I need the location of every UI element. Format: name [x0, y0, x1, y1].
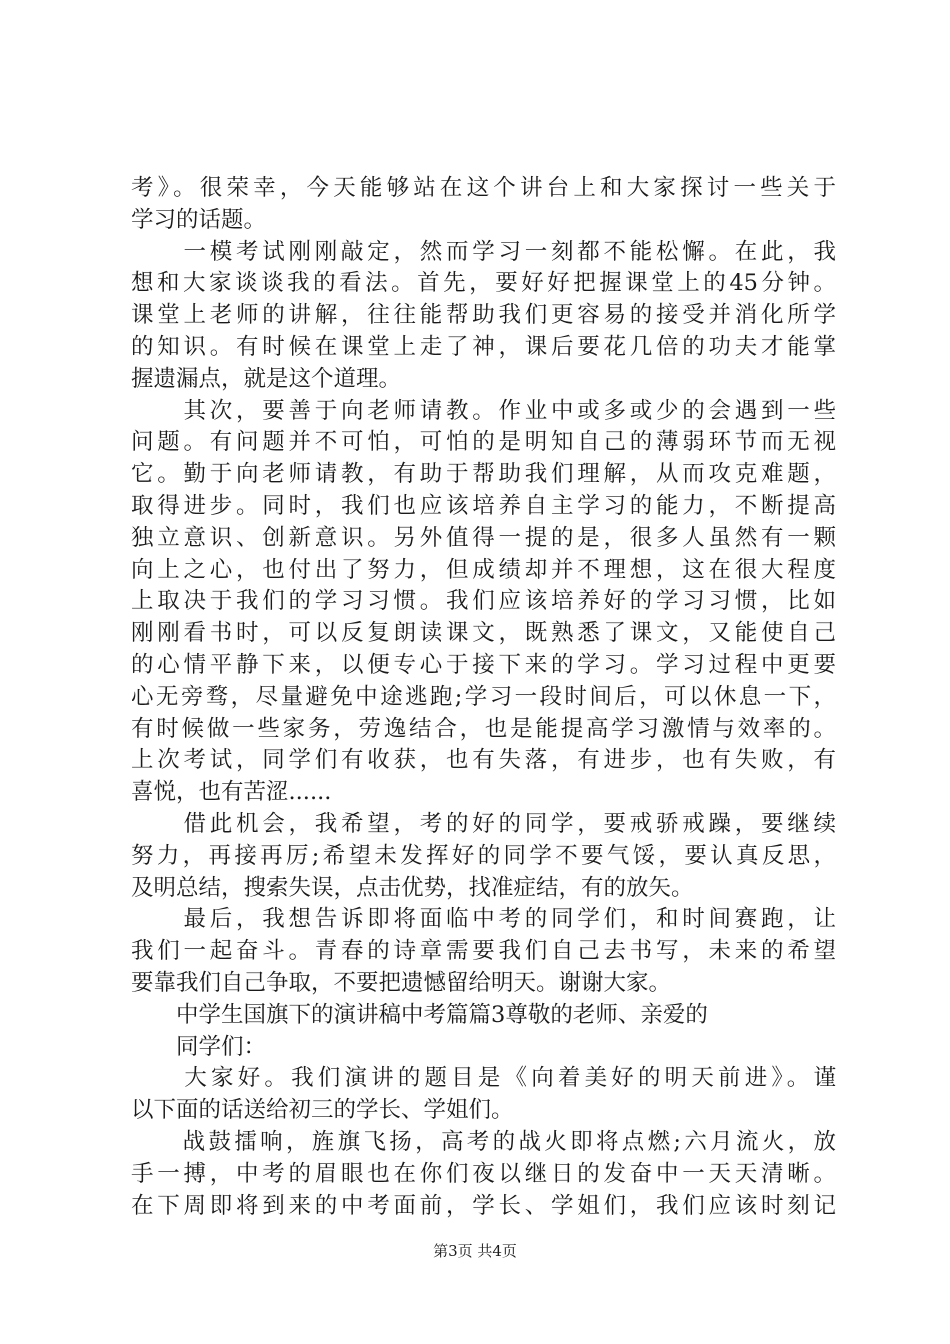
- text-line: 向上之心，也付出了努力，但成绩却并不理想，这在很大程度: [131, 556, 836, 583]
- text-line: 考》。很荣幸，今天能够站在这个讲台上和大家探讨一些关于: [131, 175, 836, 201]
- text-line: 的知识。有时候在课堂上走了神，课后要花几倍的功夫才能掌: [131, 333, 836, 360]
- text-line: 一模考试刚刚敲定，然而学习一刻都不能松懈。在此，我: [131, 238, 836, 265]
- text-line: 有时候做一些家务，劳逸结合，也是能提高学习激情与效率的。: [131, 715, 836, 742]
- text-line: 要靠我们自己争取，不要把遗憾留给明天。谢谢大家。: [131, 969, 672, 996]
- text-line: 努力，再接再厉;希望未发挥好的同学不要气馁，要认真反思，: [131, 842, 836, 869]
- text-line: 想和大家谈谈我的看法。首先，要好好把握课堂上的45分钟。: [131, 270, 836, 297]
- text-line: 其次，要善于向老师请教。作业中或多或少的会遇到一些: [131, 397, 836, 424]
- body-text: [131, 173, 836, 1222]
- text-line: 在下周即将到来的中考面前，学长、学姐们，我们应该时刻记: [131, 1192, 836, 1219]
- text-line: 大家好。我们演讲的题目是《向着美好的明天前进》。谨: [131, 1065, 836, 1092]
- text-line: 学习的话题。: [131, 206, 267, 233]
- text-line: 上次考试，同学们有收获，也有失落，有进步，也有失败，有: [131, 747, 836, 774]
- text-line: 最后，我想告诉即将面临中考的同学们，和时间赛跑，让: [131, 906, 836, 933]
- text-line: 刚刚看书时，可以反复朗读课文，既熟悉了课文，又能使自己: [131, 620, 836, 647]
- text-line: 的心情平静下来，以便专心于接下来的学习。学习过程中更要: [131, 651, 836, 678]
- text-line: 中学生国旗下的演讲稿中考篇篇3尊敬的老师、亲爱的: [131, 1001, 708, 1028]
- text-line: 我们一起奋斗。青春的诗章需要我们自己去书写，未来的希望: [131, 938, 836, 965]
- text-line: 上取决于我们的学习习惯。我们应该培养好的学习习惯，比如: [131, 588, 836, 615]
- text-line: 战鼓擂响，旌旗飞扬，高考的战火即将点燃;六月流火，放: [131, 1128, 836, 1155]
- text-line: 同学们：: [131, 1033, 267, 1060]
- text-line: 问题。有问题并不可怕，可怕的是明知自己的薄弱环节而无视: [131, 429, 836, 456]
- text-line: 借此机会，我希望，考的好的同学，要戒骄戒躁，要继续: [131, 810, 836, 837]
- text-line: 及明总结，搜索失误，点击优势，找准症结，有的放矢。: [131, 874, 694, 901]
- text-line: 课堂上老师的讲解，往往能帮助我们更容易的接受并消化所学: [131, 302, 836, 329]
- text-line: 它。勤于向老师请教，有助于帮助我们理解，从而攻克难题，: [131, 461, 836, 488]
- text-line: 独立意识、创新意识。另外值得一提的是，很多人虽然有一颗: [131, 524, 836, 551]
- text-line: 手一搏，中考的眉眼也在你们夜以继日的发奋中一天天清晰。: [131, 1160, 836, 1187]
- text-line: 取得进步。同时，我们也应该培养自主学习的能力，不断提高: [131, 492, 836, 519]
- text-line: 心无旁骛，尽量避免中途逃跑;学习一段时间后，可以休息一下，: [131, 683, 836, 710]
- text-line: 以下面的话送给初三的学长、学姐们。: [131, 1097, 514, 1124]
- page-number-footer: 第3页 共4页: [433, 1242, 517, 1260]
- text-line: 握遗漏点，就是这个道理。: [131, 365, 402, 392]
- text-line: 喜悦，也有苦涩......: [131, 779, 332, 806]
